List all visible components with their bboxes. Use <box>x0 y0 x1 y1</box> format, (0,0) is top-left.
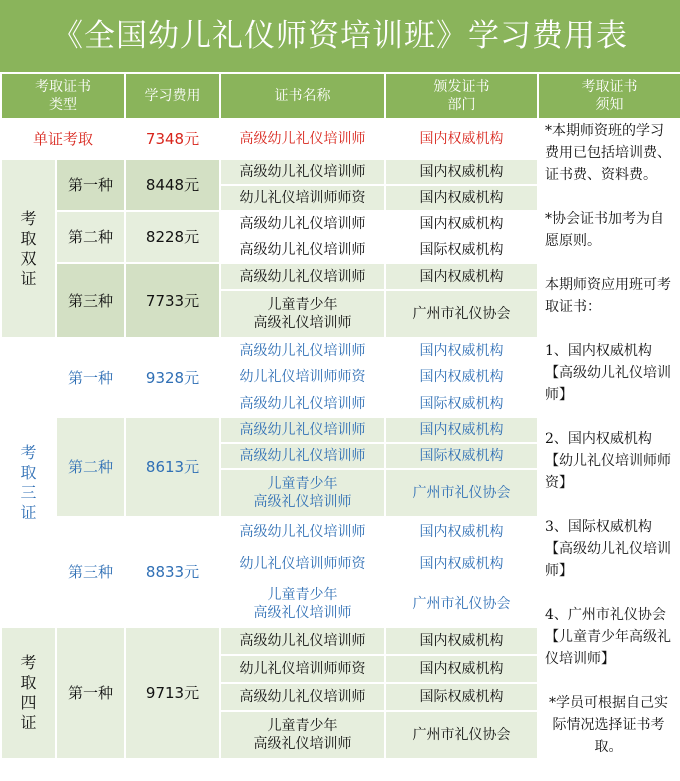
single-fee: 7348元 <box>125 119 220 159</box>
issuer: 国内权威机构 <box>385 627 538 655</box>
note-item: *学员可根据自己实际情况选择证书考取。 <box>549 695 668 755</box>
note-item: 2、国内权威机构【幼儿礼仪培训师师资】 <box>545 431 671 491</box>
note-item: 3、国际权威机构【高级幼儿礼仪培训师】 <box>545 519 671 579</box>
option-fee: 9328元 <box>125 338 220 417</box>
triple-label: 考 取 三 证 <box>1 338 56 627</box>
header-type: 考取证书 类型 <box>1 73 125 119</box>
option-name: 第一种 <box>56 159 125 211</box>
option-name: 第二种 <box>56 211 125 263</box>
header-notes: 考取证书 须知 <box>538 73 680 119</box>
issuer: 广州市礼仪协会 <box>385 290 538 338</box>
single-row <box>1 119 680 159</box>
fee-table <box>0 72 680 760</box>
cert-name: 高级幼儿礼仪培训师 <box>220 627 385 655</box>
issuer: 广州市礼仪协会 <box>385 711 538 759</box>
issuer: 国内权威机构 <box>385 417 538 443</box>
page-title: 《全国幼儿礼仪师资培训班》学习费用表 <box>0 0 680 72</box>
issuer: 国内权威机构 <box>385 159 538 185</box>
option-name: 第一种 <box>56 627 125 759</box>
cert-name: 儿童青少年 高级礼仪培训师 <box>220 711 385 759</box>
note-item: 1、国内权威机构【高级幼儿礼仪培训师】 <box>545 343 671 403</box>
issuer: 国际权威机构 <box>385 443 538 469</box>
cert-name: 儿童青少年 高级礼仪培训师 <box>220 580 385 627</box>
cert-name: 高级幼儿礼仪培训师 <box>220 683 385 711</box>
issuer: 国内权威机构 <box>385 364 538 390</box>
option-fee: 8228元 <box>125 211 220 263</box>
note-item: *本期师资班的学习费用已包括培训费、证书费、资料费。 <box>545 123 671 183</box>
issuer: 国内权威机构 <box>385 338 538 364</box>
cert-name: 幼儿礼仪培训师师资 <box>220 655 385 683</box>
header-cert-name: 证书名称 <box>220 73 385 119</box>
cert-name: 高级幼儿礼仪培训师 <box>220 390 385 417</box>
header-fee: 学习费用 <box>125 73 220 119</box>
issuer: 广州市礼仪协会 <box>385 580 538 627</box>
issuer: 国内权威机构 <box>385 547 538 580</box>
issuer: 国际权威机构 <box>385 683 538 711</box>
option-fee: 9713元 <box>125 627 220 759</box>
cert-name: 幼儿礼仪培训师师资 <box>220 364 385 390</box>
cert-name: 高级幼儿礼仪培训师 <box>220 211 385 237</box>
cert-name: 高级幼儿礼仪培训师 <box>220 517 385 547</box>
note-item: *协会证书加考为自愿原则。 <box>545 211 664 249</box>
note-item: 4、广州市礼仪协会【儿童青少年高级礼仪培训师】 <box>545 607 671 667</box>
single-issuer: 国内权威机构 <box>385 119 538 159</box>
cert-name: 高级幼儿礼仪培训师 <box>220 443 385 469</box>
issuer: 国际权威机构 <box>385 390 538 417</box>
issuer: 国内权威机构 <box>385 263 538 290</box>
option-fee: 7733元 <box>125 263 220 338</box>
issuer: 广州市礼仪协会 <box>385 469 538 517</box>
cert-name: 幼儿礼仪培训师师资 <box>220 185 385 211</box>
issuer: 国内权威机构 <box>385 655 538 683</box>
cert-name: 幼儿礼仪培训师师资 <box>220 547 385 580</box>
option-name: 第二种 <box>56 417 125 517</box>
cert-name: 高级幼儿礼仪培训师 <box>220 417 385 443</box>
header-row <box>1 73 680 119</box>
cert-name: 高级幼儿礼仪培训师 <box>220 338 385 364</box>
issuer: 国内权威机构 <box>385 211 538 237</box>
option-fee: 8833元 <box>125 517 220 627</box>
cert-name: 儿童青少年 高级礼仪培训师 <box>220 290 385 338</box>
cert-name: 儿童青少年 高级礼仪培训师 <box>220 469 385 517</box>
cert-name: 高级幼儿礼仪培训师 <box>220 263 385 290</box>
note-item: 本期师资应用班可考取证书： <box>545 277 671 315</box>
issuer: 国内权威机构 <box>385 517 538 547</box>
quad-label: 考 取 四 证 <box>1 627 56 759</box>
option-name: 第三种 <box>56 263 125 338</box>
option-name: 第三种 <box>56 517 125 627</box>
option-name: 第一种 <box>56 338 125 417</box>
double-label: 考 取 双 证 <box>1 159 56 338</box>
notes-panel <box>538 119 680 759</box>
option-fee: 8448元 <box>125 159 220 211</box>
single-cert: 高级幼儿礼仪培训师 <box>220 119 385 159</box>
cert-name: 高级幼儿礼仪培训师 <box>220 237 385 263</box>
issuer: 国内权威机构 <box>385 185 538 211</box>
single-label: 单证考取 <box>1 119 125 159</box>
header-issuer: 颁发证书 部门 <box>385 73 538 119</box>
option-fee: 8613元 <box>125 417 220 517</box>
issuer: 国际权威机构 <box>385 237 538 263</box>
cert-name: 高级幼儿礼仪培训师 <box>220 159 385 185</box>
